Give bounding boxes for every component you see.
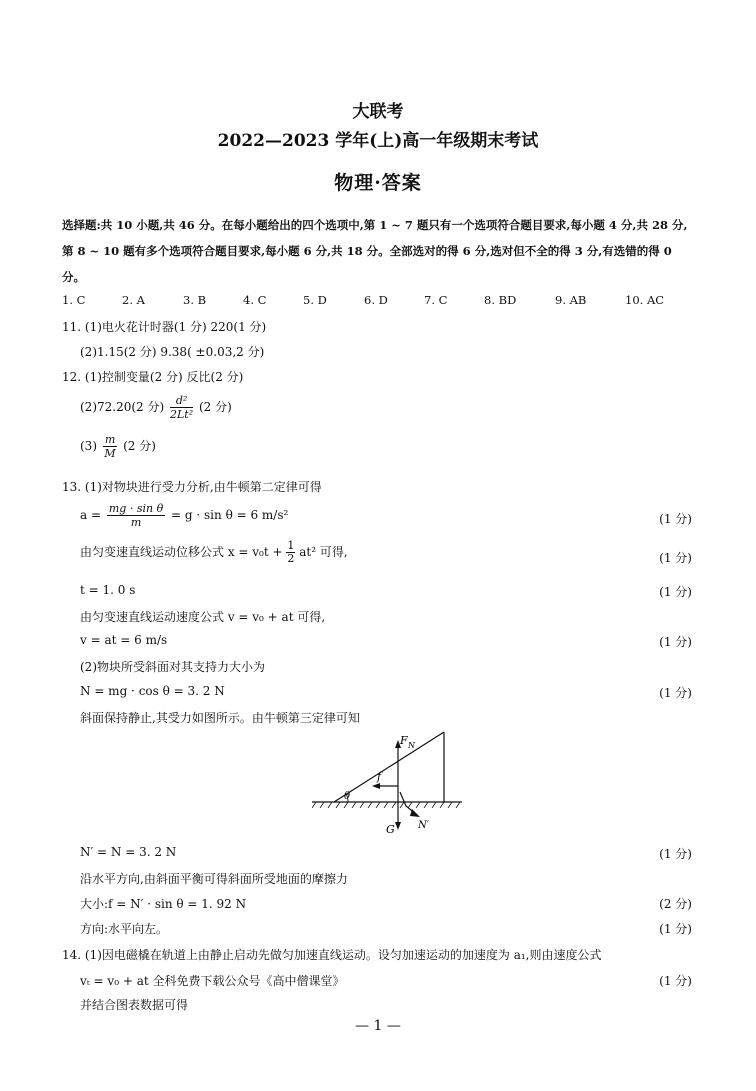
q12-part2-score: (2 分): [198, 400, 232, 414]
q13-line-1: 13. (1)对物块进行受力分析,由牛顿第二定律可得: [62, 480, 322, 494]
q13-equation-normal-force: N = mg · cos θ = 3. 2 N: [80, 684, 225, 698]
answer-6: 6. D: [364, 293, 388, 307]
q13-friction-statement: 沿水平方向,由斜面平衡可得斜面所受地面的摩擦力: [80, 872, 348, 886]
fraction-denominator: m: [130, 516, 142, 529]
score-mark: (1 分): [659, 512, 692, 526]
score-mark: (1 分): [659, 922, 692, 936]
q13-friction-direction: 方向:水平向左。: [80, 922, 169, 936]
multiple-choice-instructions: 选择题:共 10 小题,共 46 分。在每小题给出的四个选项中,第 1 ~ 7 题只有一个选项符合题目要求,每小题 4 分,共 28 分,第 8 ~ 10 题有多个选项符合题目要求,每小题 6 分,共 18 分。全部选对的得 6 分,选对但不全的得 3 分,有选错的得 0 分。: [62, 218, 688, 284]
label-fn: F: [400, 734, 408, 747]
answer-9: 9. AB: [555, 293, 587, 307]
friction-arrowhead: [372, 783, 380, 789]
document-title-subject: 物理·答案: [334, 172, 422, 194]
equation-fraction: [286, 540, 295, 565]
q12-line-1: 12. (1)控制变量(2 分) 反比(2 分): [62, 370, 244, 384]
q12-part2-fraction: [170, 394, 193, 421]
q13-friction-magnitude: 大小:f = N′ · sin θ = 1. 92 N: [80, 897, 247, 911]
score-mark: (1 分): [659, 635, 692, 649]
q13-part2-heading: (2)物块所受斜面对其支持力大小为: [80, 660, 265, 674]
fraction-numerator: m: [104, 433, 116, 446]
q12-line-2: [80, 394, 232, 421]
answer-7: 7. C: [424, 293, 448, 307]
q13-velocity-formula: 由匀变速直线运动速度公式 v = v₀ + at 可得,: [80, 610, 326, 624]
q14-line-1: 14. (1)因电磁橇在轨道上由静止启动先做匀加速直线运动。设匀加速运动的加速度为 a₁,则由速度公式: [62, 948, 602, 962]
q13-equation-third-law: N′ = N = 3. 2 N: [80, 845, 177, 859]
q11-line-2: (2)1.15(2 分) 9.38( ±0.03,2 分): [80, 345, 265, 359]
score-mark: (1 分): [659, 974, 692, 988]
q13-equation-displacement: [80, 540, 348, 565]
fraction-denominator: 2Lt²: [170, 408, 194, 421]
answer-1: 1. C: [62, 293, 86, 307]
q12-part3-label: (3): [80, 439, 97, 453]
q13-equation-time: t = 1. 0 s: [80, 583, 136, 597]
equation-rhs: at² 可得,: [299, 545, 348, 559]
fraction-denominator: 2: [287, 552, 295, 565]
gravity-arrowhead: [395, 822, 401, 830]
score-mark: (1 分): [659, 585, 692, 599]
label-theta: θ: [344, 791, 351, 802]
q12-part3-score: (2 分): [123, 439, 156, 453]
label-friction: f: [377, 770, 382, 783]
ground-hatching: [312, 802, 460, 808]
q13-equation-acceleration: [80, 502, 288, 529]
score-mark: (2 分): [659, 897, 692, 911]
equation-rhs: = g · sin θ = 6 m/s²: [171, 508, 289, 522]
equation-lhs: 由匀变速直线运动位移公式 x = v₀t +: [80, 545, 283, 559]
q12-part3-fraction: [103, 433, 117, 460]
page-number: — 1 —: [355, 1018, 401, 1034]
label-gravity: G: [386, 823, 395, 836]
fraction-numerator: mg · sin θ: [108, 502, 164, 515]
document-title-exam: 2022—2023 学年(上)高一年级期末考试: [217, 131, 539, 151]
multiple-choice-answer-row: [62, 293, 702, 309]
score-mark: (1 分): [659, 551, 692, 565]
document-title-series: 大联考: [352, 102, 404, 122]
fraction-numerator: 1: [287, 539, 295, 552]
q14-velocity-formula: vₜ = v₀ + at 全科免费下载公众号《高中僧课堂》: [80, 974, 345, 988]
q14-line-2: 并结合图表数据可得: [80, 998, 189, 1012]
equation-lhs: a =: [80, 508, 102, 522]
incline-force-diagram: [312, 730, 472, 840]
answer-2: 2. A: [122, 293, 145, 307]
answer-10: 10. AC: [625, 293, 665, 307]
q11-line-1: 11. (1)电火花计时器(1 分) 220(1 分): [62, 320, 267, 334]
fraction-denominator: M: [104, 447, 116, 460]
q12-part2-answer: (2)72.20(2 分): [80, 400, 165, 414]
q13-equation-velocity: v = at = 6 m/s: [80, 633, 168, 647]
score-mark: (1 分): [659, 847, 692, 861]
answer-4: 4. C: [243, 293, 267, 307]
label-pressure: N′: [418, 820, 430, 831]
score-mark: (1 分): [659, 686, 692, 700]
incline-slope: [334, 732, 444, 802]
equation-fraction: [107, 502, 165, 529]
label-fn-sub: N: [408, 741, 415, 750]
q13-incline-statement: 斜面保持静止,其受力如图所示。由牛顿第三定律可知: [80, 711, 360, 725]
answer-8: 8. BD: [484, 293, 517, 307]
answer-3: 3. B: [183, 293, 207, 307]
fraction-numerator: d²: [170, 394, 193, 408]
q12-line-3: [80, 433, 156, 460]
answer-5: 5. D: [303, 293, 327, 307]
